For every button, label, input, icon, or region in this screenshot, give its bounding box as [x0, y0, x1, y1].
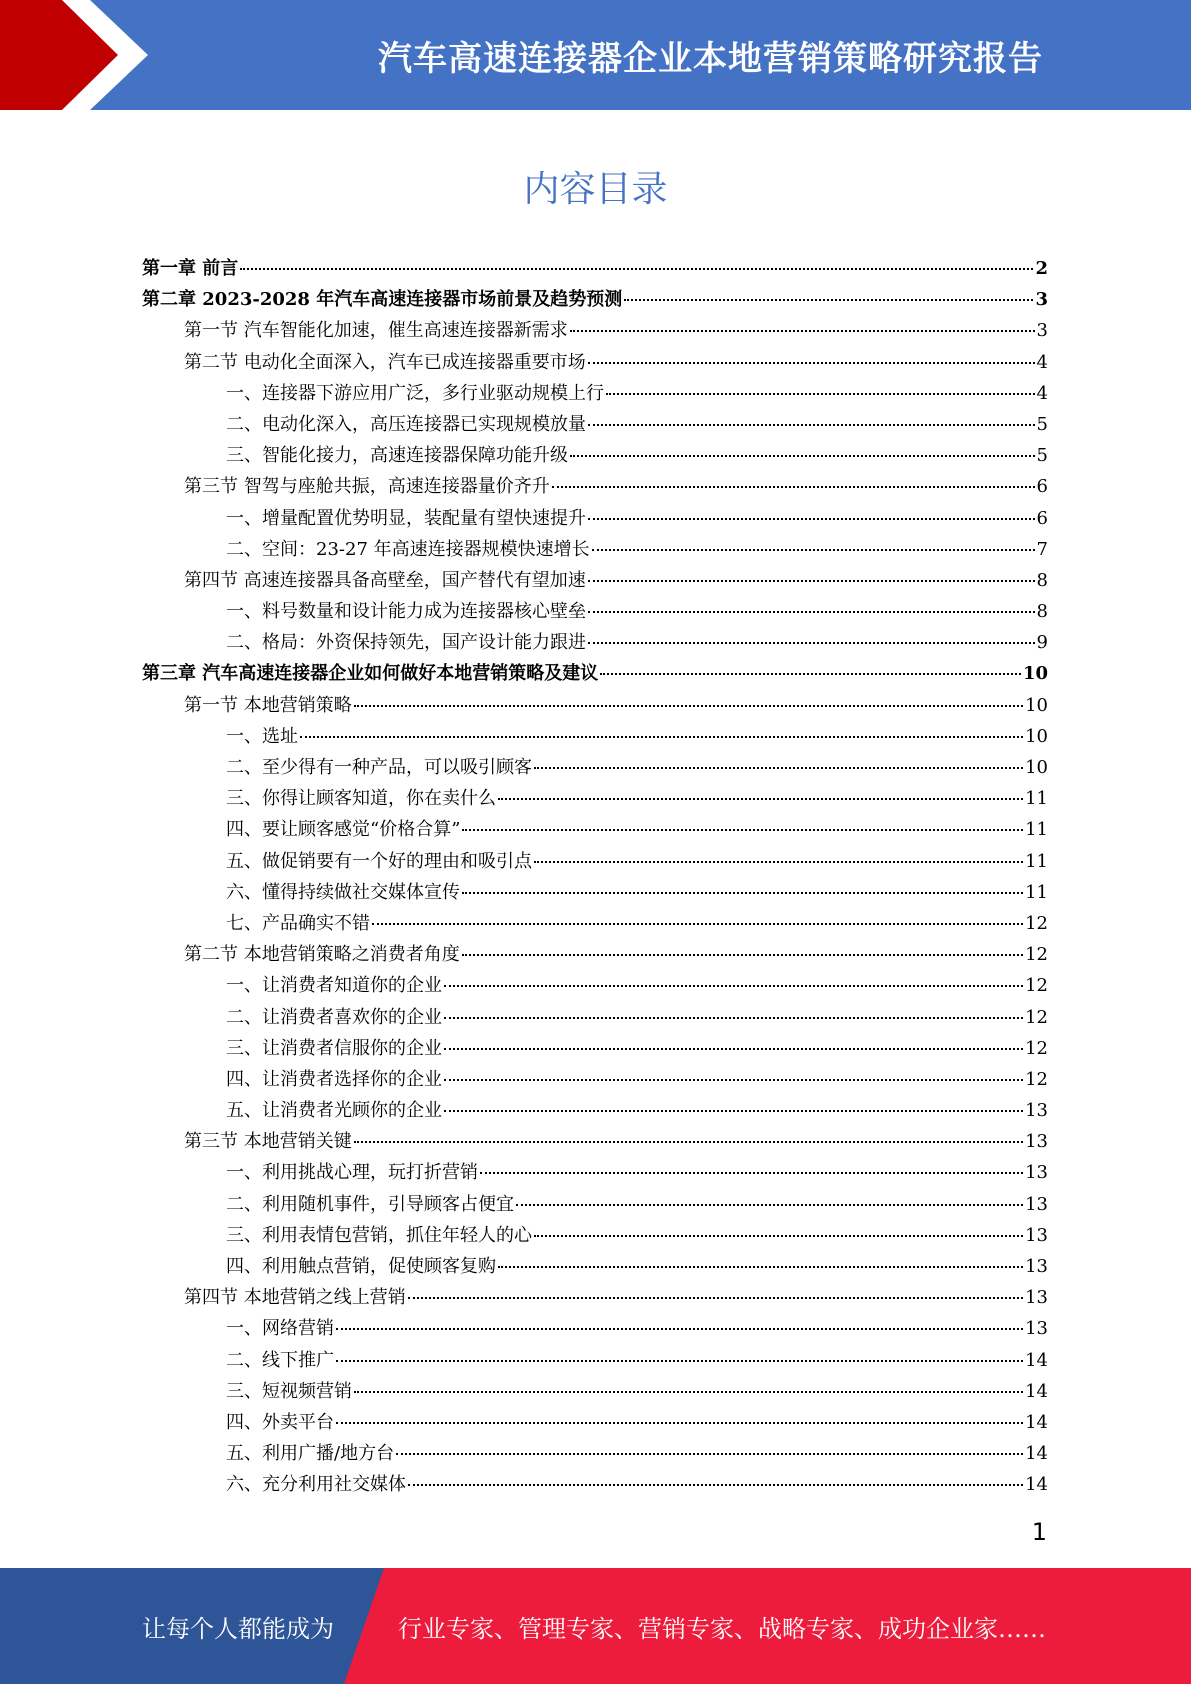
toc-entry-page: 12 — [1025, 1037, 1048, 1059]
footer-slogan-left: 让每个人都能成为 — [142, 1614, 334, 1643]
toc-entry-title: 二、线下推广 — [226, 1349, 334, 1371]
toc-entry[interactable] — [142, 284, 1048, 315]
toc-entry[interactable] — [142, 565, 1048, 596]
toc-entry-page: 10 — [1025, 757, 1048, 778]
toc-entry-title: 三、智能化接力，高速连接器保障功能升级 — [226, 445, 568, 467]
toc-entry-title: 四、利用触点营销，促使顾客复购 — [226, 1256, 496, 1277]
toc-entry[interactable] — [142, 1157, 1048, 1188]
toc-entry-page: 6 — [1036, 476, 1048, 498]
toc-entry-title: 第二章 2023-2028 年汽车高速连接器市场前景及趋势预测 — [142, 289, 623, 311]
toc-entry[interactable] — [142, 1282, 1048, 1313]
toc-entry-page: 12 — [1025, 944, 1048, 966]
toc-entry[interactable] — [142, 1407, 1048, 1438]
toc-entry-page: 13 — [1025, 1318, 1048, 1340]
toc-entry[interactable] — [142, 1469, 1048, 1500]
toc-dot-leader — [462, 891, 1023, 894]
toc-entry-title: 五、利用广播/地方台 — [226, 1443, 395, 1465]
toc-entry-title: 第一节 本地营销策略 — [184, 694, 352, 716]
toc-entry-page: 10 — [1022, 663, 1048, 685]
footer-bar — [0, 1568, 1191, 1684]
toc-entry-page: 3 — [1036, 320, 1048, 342]
toc-entry-title: 一、选址 — [226, 725, 298, 747]
toc-entry-page: 9 — [1036, 632, 1048, 654]
toc-dot-leader — [444, 1109, 1023, 1112]
toc-entry[interactable] — [142, 752, 1048, 783]
toc-entry-title: 三、让消费者信服你的企业 — [226, 1037, 442, 1059]
toc-entry[interactable] — [142, 440, 1048, 471]
toc-dot-leader — [498, 797, 1023, 800]
toc-entry-page: 5 — [1036, 445, 1048, 467]
toc-dot-leader — [498, 1265, 1023, 1268]
toc-entry[interactable] — [142, 1033, 1048, 1064]
toc-dot-leader — [588, 361, 1035, 364]
toc-entry[interactable] — [142, 690, 1048, 721]
toc-entry-page: 14 — [1025, 1474, 1048, 1496]
toc-dot-leader — [408, 1296, 1023, 1299]
toc-entry-title: 第二节 电动化全面深入，汽车已成连接器重要市场 — [184, 351, 586, 373]
toc-entry-title: 六、懂得持续做社交媒体宣传 — [226, 881, 460, 903]
report-title: 汽车高速连接器企业本地营销策略研究报告 — [378, 38, 1043, 79]
toc-entry-page: 11 — [1025, 850, 1048, 872]
toc-entry[interactable] — [142, 534, 1048, 565]
toc-entry[interactable] — [142, 627, 1048, 658]
toc-dot-leader — [588, 579, 1035, 582]
toc-entry[interactable] — [142, 315, 1048, 346]
toc-entry-page: 11 — [1025, 881, 1048, 903]
toc-entry-page: 14 — [1025, 1411, 1048, 1433]
toc-dot-leader — [552, 485, 1035, 488]
toc-entry[interactable] — [142, 253, 1048, 284]
toc-entry[interactable] — [142, 1220, 1048, 1251]
toc-dot-leader — [408, 1483, 1023, 1486]
toc-dot-leader — [588, 610, 1035, 613]
toc-entry[interactable] — [142, 1095, 1048, 1126]
header-bar — [0, 0, 1191, 110]
toc-entry[interactable] — [142, 1313, 1048, 1344]
toc-entry-title: 二、格局：外资保持领先，国产设计能力跟进 — [226, 632, 586, 654]
toc-dot-leader — [444, 1078, 1023, 1081]
toc-entry[interactable] — [142, 970, 1048, 1001]
toc-entry-title: 六、充分利用社交媒体 — [226, 1474, 406, 1496]
toc-dot-leader — [516, 1203, 1023, 1206]
toc-entry-title: 一、料号数量和设计能力成为连接器核心壁垒 — [226, 601, 586, 623]
toc-entry[interactable] — [142, 721, 1048, 752]
toc-entry[interactable] — [142, 1251, 1048, 1282]
toc-dot-leader — [480, 1171, 1023, 1174]
page-number: 1 — [1031, 1518, 1047, 1546]
toc-dot-leader — [588, 423, 1035, 426]
toc-dot-leader — [588, 517, 1035, 520]
toc-entry-page: 4 — [1036, 351, 1048, 373]
toc-heading: 内容目录 — [523, 169, 668, 210]
toc-entry-title: 二、让消费者喜欢你的企业 — [226, 1006, 442, 1028]
toc-dot-leader — [570, 329, 1035, 332]
toc-entry-title: 二、至少得有一种产品，可以吸引顾客 — [226, 757, 532, 778]
toc-dot-leader — [588, 641, 1035, 644]
toc-dot-leader — [336, 1327, 1023, 1330]
toc-entry-title: 七、产品确实不错 — [226, 912, 370, 934]
toc-entry-title: 第四节 本地营销之线上营销 — [184, 1287, 406, 1309]
toc-entry[interactable] — [142, 503, 1048, 534]
toc-entry-title: 四、要让顾客感觉“价格合算” — [226, 819, 461, 841]
toc-entry-page: 14 — [1025, 1443, 1048, 1465]
footer-slogan-right: 行业专家、管理专家、营销专家、战略专家、成功企业家…… — [398, 1614, 1046, 1643]
toc-entry-page: 4 — [1036, 382, 1048, 404]
toc-entry-title: 一、让消费者知道你的企业 — [226, 975, 442, 997]
toc-entry-page: 12 — [1025, 1068, 1048, 1090]
toc-entry-title: 第四节 高速连接器具备高壁垒，国产替代有望加速 — [184, 569, 586, 591]
toc-entry-title: 一、增量配置优势明显，装配量有望快速提升 — [226, 507, 586, 529]
toc-entry[interactable] — [142, 471, 1048, 502]
toc-entry[interactable] — [142, 658, 1048, 689]
toc-entry-page: 13 — [1025, 1193, 1048, 1215]
toc-entry-page: 13 — [1025, 1162, 1048, 1184]
toc-entry-page: 8 — [1036, 601, 1048, 623]
toc-dot-leader — [354, 704, 1023, 707]
toc-entry[interactable] — [142, 1438, 1048, 1469]
toc-dot-leader — [444, 984, 1023, 987]
toc-entry-page: 7 — [1036, 538, 1048, 560]
toc-entry-title: 二、利用随机事件，引导顾客占便宜 — [226, 1193, 514, 1215]
toc-dot-leader — [534, 860, 1023, 863]
toc-dot-leader — [300, 735, 1023, 738]
toc-entry[interactable] — [142, 1189, 1048, 1220]
toc-entry-title: 二、空间：23-27 年高速连接器规模快速增长 — [226, 538, 590, 560]
toc-entry-page: 10 — [1025, 725, 1048, 747]
toc-entry[interactable] — [142, 409, 1048, 440]
toc-entry[interactable] — [142, 596, 1048, 627]
toc-entry[interactable] — [142, 347, 1048, 378]
toc-entry[interactable] — [142, 1126, 1048, 1157]
toc-dot-leader — [444, 1047, 1023, 1050]
toc-entry-page: 13 — [1025, 1224, 1048, 1246]
toc-entry[interactable] — [142, 1376, 1048, 1407]
toc-entry-page: 12 — [1025, 975, 1048, 997]
table-of-contents — [142, 253, 1048, 1501]
toc-dot-leader — [570, 454, 1035, 457]
toc-dot-leader — [336, 1359, 1023, 1362]
toc-entry-title: 第一章 前言 — [142, 258, 239, 279]
toc-dot-leader — [354, 1140, 1023, 1143]
toc-dot-leader — [600, 672, 1021, 675]
toc-entry-page: 13 — [1025, 1287, 1048, 1309]
toc-entry-page: 13 — [1025, 1100, 1048, 1122]
toc-entry[interactable] — [142, 939, 1048, 970]
toc-entry[interactable] — [142, 783, 1048, 814]
toc-dot-leader — [462, 828, 1023, 831]
toc-entry[interactable] — [142, 378, 1048, 409]
toc-entry-page: 11 — [1025, 819, 1048, 841]
toc-entry-title: 五、让消费者光顾你的企业 — [226, 1100, 442, 1122]
toc-entry-title: 第一节 汽车智能化加速，催生高速连接器新需求 — [184, 320, 568, 342]
toc-dot-leader — [606, 392, 1035, 395]
toc-dot-leader — [462, 953, 1023, 956]
toc-dot-leader — [372, 922, 1023, 925]
toc-entry[interactable] — [142, 1002, 1048, 1033]
toc-entry-page: 14 — [1025, 1380, 1048, 1402]
toc-dot-leader — [354, 1390, 1023, 1393]
toc-entry-title: 第三节 本地营销关键 — [184, 1131, 352, 1153]
toc-entry-page: 6 — [1036, 507, 1048, 529]
toc-entry-title: 三、利用表情包营销，抓住年轻人的心 — [226, 1224, 532, 1246]
toc-dot-leader — [396, 1452, 1023, 1455]
toc-entry[interactable] — [142, 846, 1048, 877]
toc-entry-page: 13 — [1025, 1131, 1048, 1153]
toc-entry-page: 2 — [1035, 258, 1048, 279]
toc-entry-page: 11 — [1025, 788, 1048, 810]
toc-entry[interactable] — [142, 908, 1048, 939]
toc-entry-title: 一、网络营销 — [226, 1318, 334, 1340]
toc-entry-title: 一、连接器下游应用广泛，多行业驱动规模上行 — [226, 382, 604, 404]
toc-dot-leader — [444, 1016, 1023, 1019]
toc-entry-page: 13 — [1025, 1256, 1048, 1277]
toc-entry[interactable] — [142, 877, 1048, 908]
toc-entry-page: 3 — [1035, 289, 1048, 311]
toc-entry-title: 一、利用挑战心理，玩打折营销 — [226, 1162, 478, 1184]
toc-entry-title: 三、短视频营销 — [226, 1380, 352, 1402]
toc-entry-title: 二、电动化深入，高压连接器已实现规模放量 — [226, 413, 586, 435]
toc-dot-leader — [534, 766, 1023, 769]
toc-dot-leader — [336, 1421, 1023, 1424]
toc-entry-title: 第二节 本地营销策略之消费者角度 — [184, 944, 460, 966]
toc-entry[interactable] — [142, 1345, 1048, 1376]
toc-entry-page: 5 — [1036, 413, 1048, 435]
toc-entry[interactable] — [142, 1064, 1048, 1095]
toc-entry-page: 10 — [1025, 694, 1048, 716]
toc-entry-title: 五、做促销要有一个好的理由和吸引点 — [226, 850, 532, 872]
toc-entry-title: 三、你得让顾客知道，你在卖什么 — [226, 788, 496, 810]
toc-entry-page: 14 — [1025, 1349, 1048, 1371]
toc-dot-leader — [592, 548, 1035, 551]
toc-dot-leader — [624, 298, 1033, 301]
toc-entry-title: 四、让消费者选择你的企业 — [226, 1068, 442, 1090]
toc-entry-title: 第三章 汽车高速连接器企业如何做好本地营销策略及建议 — [142, 663, 599, 685]
toc-dot-leader — [534, 1234, 1023, 1237]
toc-entry-title: 第三节 智驾与座舱共振，高速连接器量价齐升 — [184, 476, 550, 498]
toc-dot-leader — [240, 267, 1033, 270]
toc-entry-page: 12 — [1025, 912, 1048, 934]
toc-entry-page: 8 — [1036, 569, 1048, 591]
toc-entry-page: 12 — [1025, 1006, 1048, 1028]
toc-entry[interactable] — [142, 814, 1048, 845]
toc-entry-title: 四、外卖平台 — [226, 1411, 334, 1433]
